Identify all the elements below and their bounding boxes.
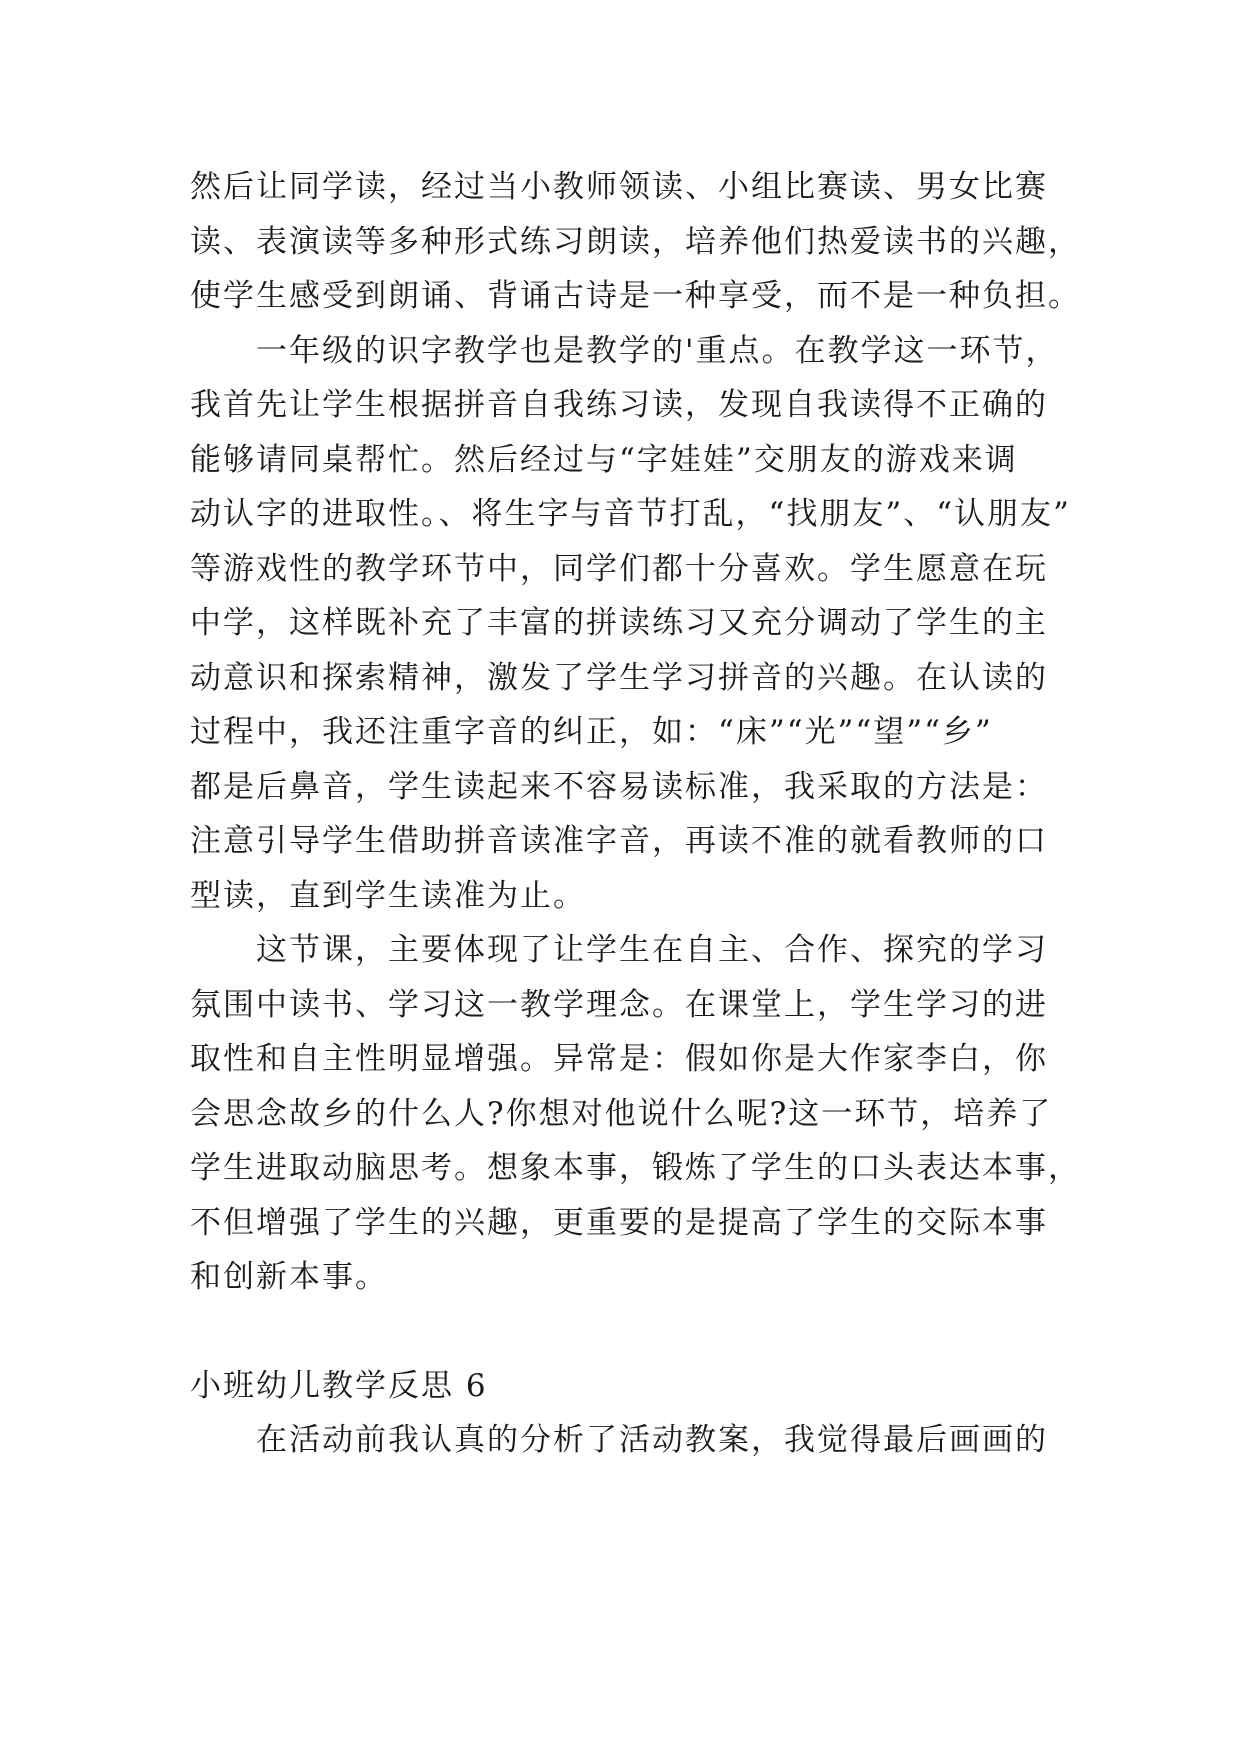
text-line: 学生进取动脑思考。想象本事，锻炼了学生的口头表达本事， <box>190 1150 1081 1186</box>
text-line: 一年级的识字教学也是教学的'重点。在教学这一环节， <box>256 332 1059 369</box>
text-line: 读、表演读等多种形式练习朗读，培养他们热爱读书的兴趣， <box>190 223 1081 260</box>
text-line: 取性和自主性明显增强。异常是：假如你是大作家李白，你 <box>190 1041 1048 1077</box>
text-line: 会思念故乡的什么人?你想对他说什么呢?这一环节，培养了 <box>190 1095 1053 1132</box>
text-line: 在活动前我认真的分析了活动教案，我觉得最后画画的 <box>256 1422 1048 1458</box>
text-line: 和创新本事。 <box>190 1259 388 1295</box>
text-line: 动意识和探索精神，激发了学生学习拼音的兴趣。在认读的 <box>190 659 1048 696</box>
text-line: 都是后鼻音，学生读起来不容易读标准，我采取的方法是： <box>190 768 1048 805</box>
paragraph-lesson-summary <box>190 923 1081 1305</box>
text-line: 能够请同桌帮忙。然后经过与“字娃娃”交朋友的游戏来调 <box>190 441 1018 478</box>
text-line: 使学生感受到朗诵、背诵古诗是一种享受，而不是一种负担。 <box>190 278 1081 314</box>
text-line: 过程中，我还注重字音的纠正，如：“床”“光”“望”“乡” <box>190 714 993 750</box>
document-body <box>190 160 1081 1468</box>
section-heading <box>190 1359 1052 1414</box>
text-line: 不但增强了学生的兴趣，更重要的是提高了学生的交际本事 <box>190 1204 1048 1241</box>
paragraph-reading-practice <box>190 160 1081 324</box>
text-line: 氛围中读书、学习这一教学理念。在课堂上，学生学习的进 <box>190 986 1048 1023</box>
text-line: 等游戏性的教学环节中，同学们都十分喜欢。学生愿意在玩 <box>190 550 1048 587</box>
text-line: 然后让同学读，经过当小教师领读、小组比赛读、男女比赛 <box>190 169 1048 205</box>
section-gap <box>190 1305 1052 1359</box>
text-line: 这节课，主要体现了让学生在自主、合作、探究的学习 <box>256 932 1048 968</box>
section-heading-text: 小班幼儿教学反思 6 <box>190 1367 488 1404</box>
text-line: 我首先让学生根据拼音自我练习读，发现自我读得不正确的 <box>190 387 1048 423</box>
paragraph-literacy-teaching <box>190 324 1071 924</box>
text-line: 注意引导学生借助拼音读准字音，再读不准的就看教师的口 <box>190 823 1048 859</box>
text-line: 中学，这样既补充了丰富的拼读练习又充分调动了学生的主 <box>190 605 1048 641</box>
text-line: 型读，直到学生读准为止。 <box>190 877 586 914</box>
text-line: 动认字的进取性。、将生字与音节打乱，“找朋友”、“认朋友” <box>190 496 1071 532</box>
paragraph-activity-analysis <box>190 1413 1052 1468</box>
